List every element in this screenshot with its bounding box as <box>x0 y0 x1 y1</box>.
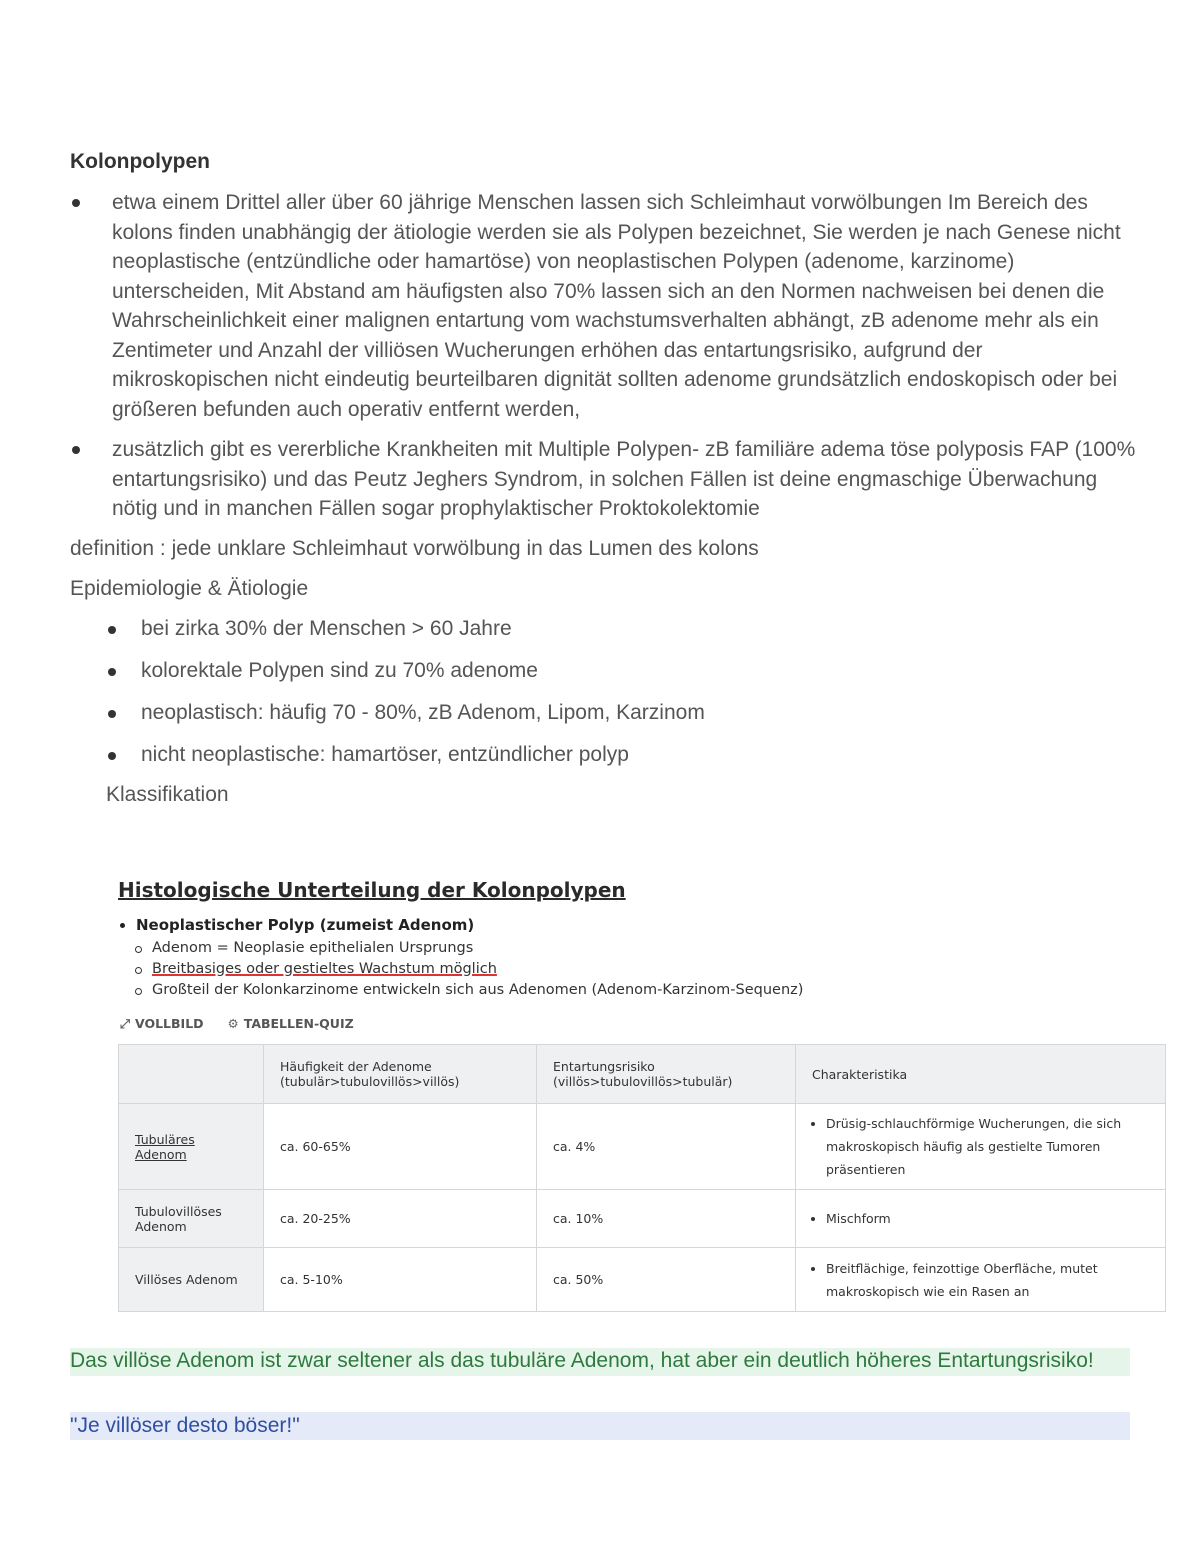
quiz-icon: ⚙ <box>227 1016 239 1031</box>
sub-item: Breitbasiges oder gestieltes Wachstum möglich <box>152 961 1168 977</box>
table-cell: ca. 10% <box>537 1190 796 1248</box>
table-cell: ca. 20-25% <box>264 1190 537 1248</box>
table-cell: ca. 60-65% <box>264 1104 537 1190</box>
table-quiz-button[interactable]: ⚙ TABELLEN-QUIZ <box>227 1016 354 1031</box>
table-header: Charakteristika <box>796 1045 1166 1104</box>
table-row <box>119 1248 1166 1312</box>
list-item: bei zirka 30% der Menschen > 60 Jahre <box>106 615 1140 643</box>
table-header-row <box>119 1045 1166 1104</box>
histology-title: Histologische Unterteilung der Kolonpolypen <box>118 878 626 902</box>
table-cell: ca. 50% <box>537 1248 796 1312</box>
table-row <box>119 1104 1166 1190</box>
list-item: kolorektale Polypen sind zu 70% adenome <box>106 657 1140 685</box>
epidemiology-list <box>70 615 1140 769</box>
sub-item: Großteil der Kolonkarzinome entwickeln sich aus Adenomen (Adenom-Karzinom-Sequenz) <box>152 982 1168 998</box>
definition-text: definition : jede unklare Schleimhaut vorwölbung in das Lumen des kolons <box>70 536 759 560</box>
list-item: etwa einem Drittel aller über 60 jährige Menschen lassen sich Schleimhaut vorwölbungen Im Bereich des kolons finden unabhängig der ätiologie werden sie als Polypen bezeichnet, Sie werden je nach Genese nicht neoplastische (entzündliche oder hamartöse) von neoplastischen Polypen (adenome, karzinome) unterscheiden, Mit Abstand am häufigsten also 70% lassen sich an den Normen nachweisen bei denen die Wahrscheinlichkeit einer malignen entartung vom wachstumsverhalten abhängt, zB adenome mehr als ein Zentimeter und Anzahl der villiösen Wucherungen erhöhen das entartungsrisiko, aufgrund der mikroskopischen nicht eindeutig beurteilbaren dignität sollten adenome grundsätzlich endoskopisch oder bei größeren befunden auch operativ entfernt werden, <box>70 188 1140 424</box>
row-header: Tubulovillöses Adenom <box>119 1190 264 1248</box>
table-cell: ca. 5-10% <box>264 1248 537 1312</box>
expand-icon: ⤢ <box>120 1016 131 1031</box>
row-header: Tubuläres Adenom <box>119 1104 264 1190</box>
table-header: Häufigkeit der Adenome (tubulär>tubulovillös>villös) <box>264 1045 537 1104</box>
classification-heading: Klassifikation <box>106 782 229 806</box>
table-cell: • Mischform <box>796 1190 1166 1248</box>
table-cell: • Breitflächige, feinzottige Oberfläche, mutet makroskopisch wie ein Rasen an <box>796 1248 1166 1312</box>
list-item: nicht neoplastische: hamartöser, entzündlicher polyp <box>106 741 1140 769</box>
main-bullet-list <box>70 188 1140 524</box>
fullscreen-button[interactable]: ⤢ VOLLBILD <box>120 1016 204 1031</box>
sub-item: Adenom = Neoplasie epithelialen Ursprungs <box>152 940 1168 956</box>
highlight-note-blue: "Je villöser desto böser!" <box>70 1412 1130 1440</box>
highlight-note-green: Das villöse Adenom ist zwar seltener als das tubuläre Adenom, hat aber ein deutlich höheres Entartungsrisiko! <box>70 1348 1130 1376</box>
table-cell: • Drüsig-schlauchförmige Wucherungen, die sich makroskopisch häufig als gestielte Tumoren präsentieren <box>796 1104 1166 1190</box>
table-header: Entartungsrisiko (villös>tubulovillös>tubulär) <box>537 1045 796 1104</box>
table-toolbar <box>120 1016 1168 1032</box>
list-item: zusätzlich gibt es vererbliche Krankheiten mit Multiple Polypen- zB familiäre adema töse polyposis FAP (100% entartungsrisiko) und das Peutz Jeghers Syndrom, in solchen Fällen ist deine engmaschige Überwachung nötig und in manchen Fällen sogar prophylaktischer Proktokolektomie <box>70 435 1140 524</box>
adenoma-table <box>118 1044 1166 1312</box>
page-title: Kolonpolypen <box>70 150 210 173</box>
table-row <box>119 1190 1166 1248</box>
list-item: neoplastisch: häufig 70 - 80%, zB Adenom, Lipom, Karzinom <box>106 699 1140 727</box>
row-header: Villöses Adenom <box>119 1248 264 1312</box>
neoplastic-bullet: Neoplastischer Polyp (zumeist Adenom) <box>118 916 1168 934</box>
table-header <box>119 1045 264 1104</box>
document-body <box>70 150 1140 809</box>
epidemiology-heading: Epidemiologie & Ätiologie <box>70 576 309 600</box>
table-cell: ca. 4% <box>537 1104 796 1190</box>
embedded-screenshot <box>118 878 1168 1312</box>
